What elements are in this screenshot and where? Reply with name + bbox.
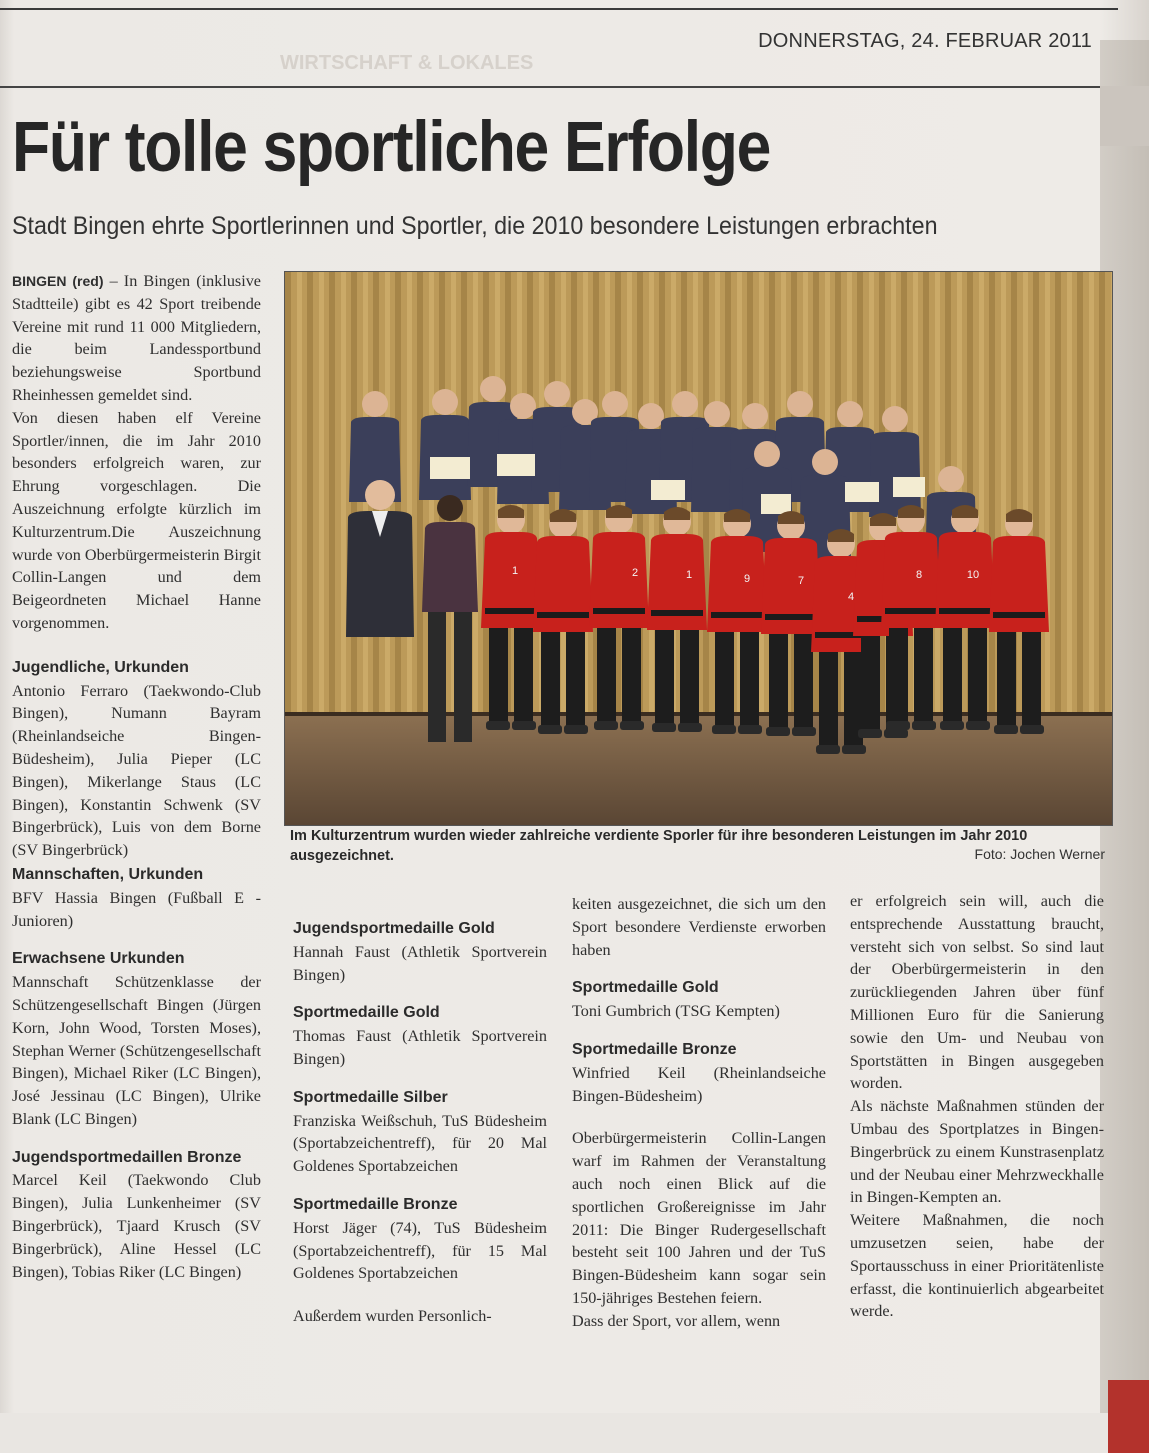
top-rule (0, 8, 1118, 10)
header-rule (0, 86, 1100, 88)
award-heading: Jugendsportmedaille Gold (293, 920, 495, 937)
award-recipients: Hannah Faust (Athletik Sportverein Bingen) (293, 942, 547, 984)
column-1 (12, 270, 261, 1283)
award-heading: Jugendsportmedaillen Bronze (12, 1148, 242, 1166)
jersey-number: 9 (743, 573, 751, 585)
award-heading: Mannschaften, Urkunden (12, 865, 204, 883)
jersey-number: 8 (915, 569, 923, 581)
award-heading: Sportmedaille Bronze (572, 1040, 737, 1058)
photo-caption: Im Kulturzentrum wurden wieder zahlreiche verdiente Sporler für ihre besonderen Leistungen im Jahr 2010 ausgezeichnet. (290, 828, 1028, 864)
column-3 (572, 893, 826, 1333)
award-recipients: Antonio Ferraro (Taekwondo-Club Bingen), Numann Bayram (Rheinlandseiche Bingen-Büdesheim), Julia Pieper (LC Bingen), Mikerlange Staus (LC Bingen), Konstantin Schwenk (SV Bingerbrück), Luis von dem Borne (SV Bingerbrück) (12, 681, 261, 860)
award-recipients: Marcel Keil (Taekwondo Club Bingen), Julia Lunkenheimer (SV Bingerbrück), Tjaard Krusch (SV Bingerbrück), Aline Hessel (LC Bingen), Tobias Riker (LC Bingen) (12, 1171, 261, 1281)
paragraph: Als nächste Maßnahmen stünden der Umbau des Sportplatzes in Bingen-Bingerbrück zu einem Kunstrasenplatz und der Neubau einer Mehrzweckhalle in Bingen-Kempten an. (850, 1097, 1104, 1207)
column-4 (850, 890, 1104, 1323)
paragraph: Von diesen haben elf Vereine Sportler/innen, die im Jahr 2010 besonders erfolgreich waren, zur Ehrung vorgeschlagen. Die Auszeichnung erfolgte kürzlich im Kulturzentrum.Die Auszeichnung wurde von Oberbürgermeisterin Birgit Collin-Langen und dem Beigeordneten Michael Hanne vorgenommen. (12, 408, 261, 632)
paragraph: Außerdem wurden Personlich- (293, 1307, 492, 1326)
column-2 (293, 918, 547, 1328)
jersey-number: 2 (631, 567, 639, 579)
jersey-number: 7 (797, 575, 805, 587)
paragraph: keiten ausgezeichnet, die sich um den Sport besondere Verdienste erworben haben (572, 895, 826, 959)
headline: Für tolle sportliche Erfolge (12, 108, 771, 187)
award-list (12, 657, 261, 1284)
award-recipients: Winfried Keil (Rheinlandseiche Bingen-Büdesheim) (572, 1063, 826, 1105)
award-recipients: Franziska Weißschuh, TuS Büdesheim (Sportabzeichentreff), für 20 Mal Goldenes Sportabzeichen (293, 1111, 547, 1176)
award-heading: Sportmedaille Bronze (293, 1195, 458, 1213)
award-heading: Erwachsene Urkunden (12, 950, 185, 968)
award-heading: Jugendliche, Urkunden (12, 658, 189, 676)
photo-credit: Foto: Jochen Werner (974, 846, 1105, 862)
issue-date: DONNERSTAG, 24. FEBRUAR 2011 (758, 30, 1092, 52)
award-heading: Sportmedaille Gold (293, 1004, 440, 1022)
subheadline: Stadt Bingen ehrte Sportlerinnen und Sportler, die 2010 besondere Leistungen erbrachten (12, 212, 938, 240)
award-recipients: BFV Hassia Bingen (Fußball E - Junioren) (12, 888, 261, 930)
lead-paragraph: BINGEN (red) – In Bingen (inklusive Stadtteile) gibt es 42 Sport treibende Vereine mit rund 11 000 Mitgliedern, die beim Landessportbund beziehungsweise Sportbund Rheinhessen gemeldet sind. (12, 272, 261, 404)
award-recipients: Toni Gumbrich (TSG Kempten) (572, 1002, 780, 1021)
group-photo (284, 271, 1113, 826)
paragraph: er erfolgreich sein will, auch die entsprechende Ausstattung braucht, versteht sich von selbst. So sind laut der Oberbürgermeisterin in den zurückliegenden Jahren über fünf Millionen Euro für die Sanierung sowie den Um- und Neubau von Sportstätten in Bingen ausgegeben worden. (850, 892, 1104, 1093)
jersey-number: 1 (685, 569, 693, 581)
paragraph: Dass der Sport, vor allem, wenn (572, 1311, 781, 1330)
jersey-number: 1 (511, 565, 519, 577)
award-recipients: Horst Jäger (74), TuS Büdesheim (Sportabzeichentreff), für 15 Mal Goldenes Sportabzeichen (293, 1218, 547, 1283)
paragraph: Oberbürgermeisterin Collin-Langen warf im Rahmen der Veranstaltung auch noch einen Blick auf die sportlichen Großereignisse im Jahr 2011: Die Binger Rudergesellschaft besteht seit 100 Jahren und der TuS Bingen-Büdesheim kann sogar sein 150-jähriges Bestehen feiern. (572, 1129, 826, 1307)
jersey-number: 4 (847, 591, 855, 603)
dateline: BINGEN (red) (12, 273, 104, 289)
award-recipients: Mannschaft Schützenklasse der Schützengesellschaft Bingen (Jürgen Korn, John Wood, Torsten Moses), Stephan Werner (Schützengesellschaft Bingen), Michael Riker (LC Bingen), José Jessinau (LC Bingen), Ulrike Blank (LC Bingen) (12, 973, 261, 1128)
bleed-through-text: WIRTSCHAFT & LOKALES (280, 52, 534, 74)
award-heading: Sportmedaille Silber (293, 1088, 448, 1106)
award-recipients: Thomas Faust (Athletik Sportverein Bingen) (293, 1027, 547, 1068)
jersey-number: 10 (966, 569, 980, 581)
award-heading: Sportmedaille Gold (572, 979, 719, 997)
paragraph: Weitere Maßnahmen, die noch umzusetzen seien, habe der Sportausschuss in einer Prioritätenliste erfasst, die kontinuierlich abgearbeitet werde. (850, 1211, 1104, 1321)
